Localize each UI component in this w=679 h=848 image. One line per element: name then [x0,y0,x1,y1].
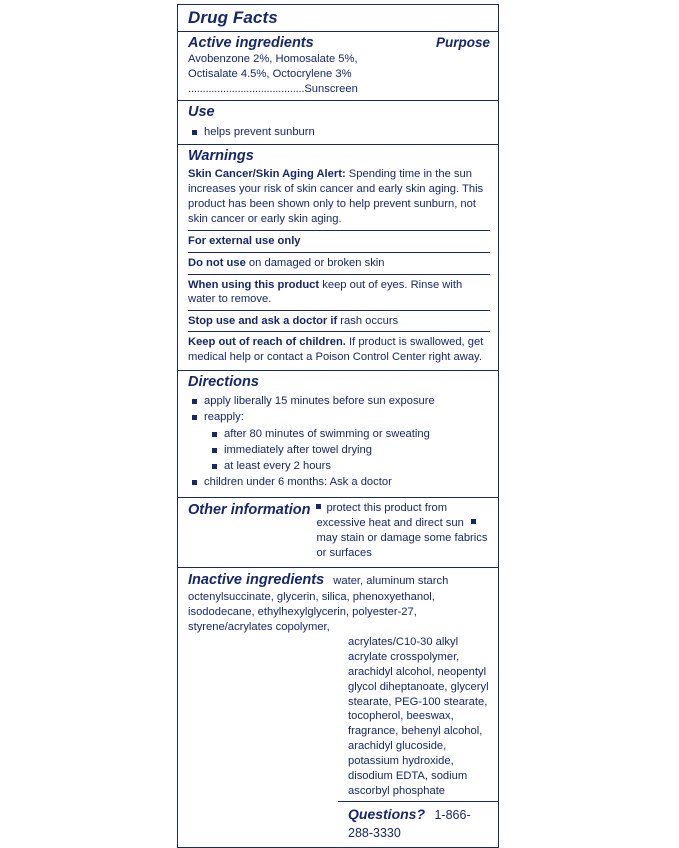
warning-do-not-use-bold: Do not use [188,256,246,269]
directions-list [188,393,490,490]
inactive-ingredients-first-block [188,571,490,635]
skin-cancer-alert [188,165,490,231]
warning-when-using-rest: keep out of eyes. Rinse with water to remove. [188,278,463,306]
warnings-heading: Warnings [188,147,254,164]
other-information-item-1: protect this product from excessive heat and direct sun [316,501,464,529]
other-information-item-2: may stain or damage some fabrics or surfaces [316,517,487,559]
active-ingredients-header-row [188,35,490,52]
other-information-heading-wrap [188,501,310,561]
purpose-value: Sunscreen [304,82,358,95]
warning-stop-use-rest: rash occurs [337,314,399,327]
active-ingredients-line-2 [188,67,490,97]
list-item: children under 6 months: Ask a doctor [188,474,490,490]
warning-stop-use [188,311,490,333]
list-item: at least every 2 hours [188,458,490,474]
other-information-heading: Other information [188,501,311,518]
title-section [178,5,498,32]
dot-leader: ........................................ [188,82,305,95]
directions-section [178,371,498,498]
questions-phone: 1-866-288-3330 [348,807,471,840]
warning-keep-out-of-reach [188,332,490,366]
keep-out-bold: Keep out of reach of children. [188,336,346,349]
warning-when-using [188,275,490,311]
warnings-section [178,145,498,371]
other-information-content [188,501,490,561]
warning-when-using-bold: When using this product [188,278,320,291]
active-ingredients-line-2-text: Octisalate 4.5%, Octocrylene 3% [188,67,352,80]
active-ingredients-section [178,32,498,102]
use-heading: Use [188,104,215,121]
list-item: apply liberally 15 minutes before sun exposure [188,393,490,409]
skin-cancer-alert-text: Spending time in the sun increases your risk of skin cancer and early skin aging. This product has been shown only to help prevent sunburn, not skin cancer or early skin aging. [188,168,484,225]
drug-facts-panel [177,4,499,848]
list-item: helps prevent sunburn [188,124,490,140]
questions-label: Questions? [348,805,426,822]
warning-do-not-use [188,253,490,275]
inactive-ingredients-rest: acrylates/C10-30 alkyl acrylate crosspolymer, arachidyl alcohol, neopentyl glycol diheptanoate, glyceryl stearate, PEG-100 stearate, tocopherol, beeswax, fragrance, behenyl alcohol, arachidyl glucoside, potassium hydroxide, disodium EDTA, sodium ascorbyl phosphate [348,635,489,797]
page-title: Drug Facts [188,8,278,27]
active-ingredients-line-1: Avobenzone 2%, Homosalate 5%, [188,52,358,65]
warning-external-use-bold: For external use only [188,235,301,248]
use-list [188,124,490,140]
warning-stop-use-bold: Stop use and ask a doctor if [188,314,338,327]
inactive-ingredients-heading: Inactive ingredients [188,572,325,589]
questions-section [338,801,498,847]
other-information-section [178,498,498,568]
keep-out-rest: If product is swallowed, get medical help or contact a Poison Control Center right away. [188,336,484,364]
other-information-items [316,501,490,561]
inactive-ingredients-section [178,568,498,801]
active-ingredients-heading: Active ingredients [188,34,314,51]
skin-cancer-alert-label: Skin Cancer/Skin Aging Alert: [188,168,346,181]
inactive-ingredients-first-lines: water, aluminum starch octenylsuccinate, glycerin, silica, phenoxyethanol, isododecane, ethylhexylglycerin, polyester-27, styrene/acrylates copolymer, [188,575,449,634]
use-section [178,101,498,145]
list-item: immediately after towel drying [188,442,490,458]
warning-external-use [188,231,490,253]
directions-heading: Directions [188,373,259,390]
list-item: after 80 minutes of swimming or sweating [188,426,490,442]
list-item: reapply: [188,409,490,425]
warning-do-not-use-rest: on damaged or broken skin [245,256,385,269]
purpose-heading: Purpose [435,34,490,50]
